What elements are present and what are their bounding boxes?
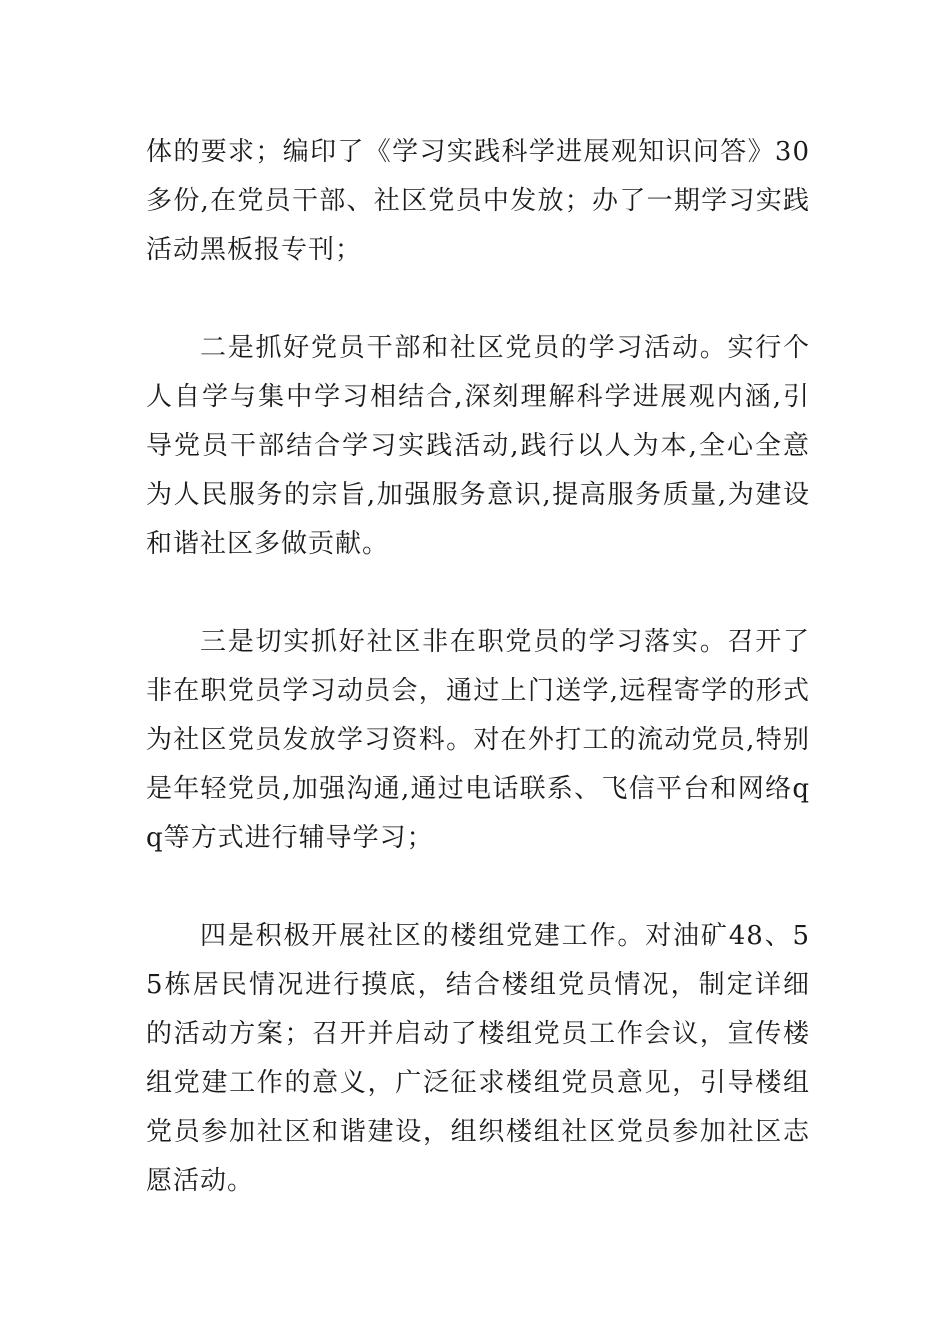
paragraph-two: 二是抓好党员干部和社区党员的学习活动。实行个人自学与集中学习相结合,深刻理解科学进展观内涵,引导党员干部结合学习实践活动,践行以人为本,全心全意为人民服务的宗旨,加强服务意识,提高服务质量,为建设和谐社区多做贡献。 xyxy=(146,333,810,559)
paragraph-continuation: 体的要求；编印了《学习实践科学进展观知识问答》30多份,在党员干部、社区党员中发放；办了一期学习实践活动黑板报专刊； xyxy=(146,137,810,265)
paragraph-gap xyxy=(146,275,810,324)
paragraph-gap xyxy=(146,569,810,618)
paragraph-gap xyxy=(146,863,810,912)
document-body xyxy=(146,128,810,1206)
paragraph-three: 三是切实抓好社区非在职党员的学习落实。召开了非在职党员学习动员会，通过上门送学,远程寄学的形式为社区党员发放学习资料。对在外打工的流动党员,特别是年轻党员,加强沟通,通过电话联系、飞信平台和网络qq等方式进行辅导学习； xyxy=(146,627,810,853)
paragraph-four: 四是积极开展社区的楼组党建工作。对油矿48、55栋居民情况进行摸底，结合楼组党员情况，制定详细的活动方案；召开并启动了楼组党员工作会议，宣传楼组党建工作的意义，广泛征求楼组党员意见，引导楼组党员参加社区和谐建设，组织楼组社区党员参加社区志愿活动。 xyxy=(146,921,810,1196)
